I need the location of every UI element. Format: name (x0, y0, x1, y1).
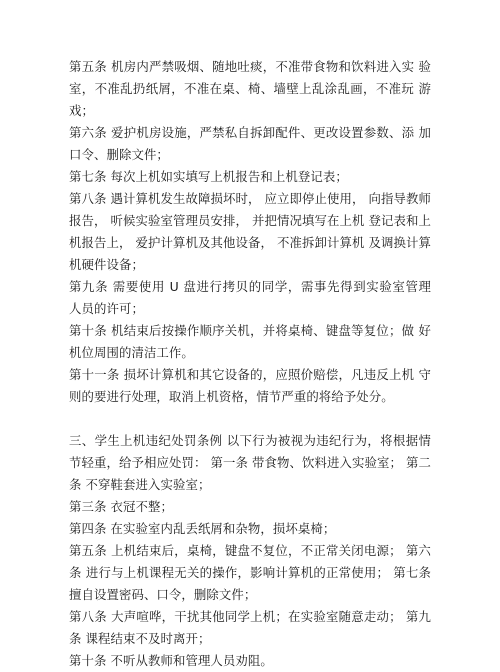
rule-11: 第十一条 损坏计算机和其它设备的，应照价赔偿，凡违反上机 守则的要进行处理，取消上机资格，情节严重的将给予处分。 (69, 367, 431, 404)
penalty-3: 第三条 衣冠不整； (69, 499, 173, 514)
penalty-5-7: 第五条 上机结束后，桌椅，键盘不复位，不正常关闭电源； 第六条 进行与上机课程无关的操作，影响计算机的正常使用； 第七条 擅自设置密码、口令，删除文件； (69, 543, 431, 602)
rule-9: 第九条 需要使用 U 盘进行拷贝的同学，需事先得到实验室管理 人员的许可； (69, 279, 431, 316)
rule-10: 第十条 机结束后按操作顺序关机，并将桌椅、键盘等复位；做 好机位周围的清洁工作。 (69, 323, 431, 360)
penalty-4: 第四条 在实验室内乱丢纸屑和杂物，损坏桌椅； (69, 521, 336, 536)
rule-6: 第六条 爱护机房设施，严禁私自拆卸配件、更改设置参数、添 加口令、删除文件； (69, 125, 431, 162)
rule-5: 第五条 机房内严禁吸烟、随地吐痰，不准带食物和饮料进入实 验室，不准乱扔纸屑，不准在桌、椅、墙壁上乱涂乱画，不准玩 游戏； (69, 59, 431, 118)
document-body (69, 56, 431, 672)
section-spacer (69, 408, 431, 430)
rule-8: 第八条 遇计算机发生故障损坏时， 应立即停止使用， 向指导教师报告， 听候实验室管理员安排， 并把情况填写在上机 登记表和上机报告上， 爱护计算机及其他设备， 不准拆卸计算机 及调换计算机硬件设备； (69, 191, 431, 272)
penalty-8-9: 第八条 大声喧哗，干扰其他同学上机；在实验室随意走动； 第九条 课程结束不及时离开； (69, 609, 431, 646)
penalty-10: 第十条 不听从教师和管理人员劝阻。 (69, 653, 273, 668)
penalty-intro: 三、学生上机违纪处罚条例 以下行为被视为违纪行为，将根据情节轻重，给予相应处罚： 第一条 带食物、饮料进入实验室； 第二条 不穿鞋套进入实验室； (69, 433, 431, 492)
rule-7: 第七条 每次上机如实填写上机报告和上机登记表； (69, 169, 348, 184)
